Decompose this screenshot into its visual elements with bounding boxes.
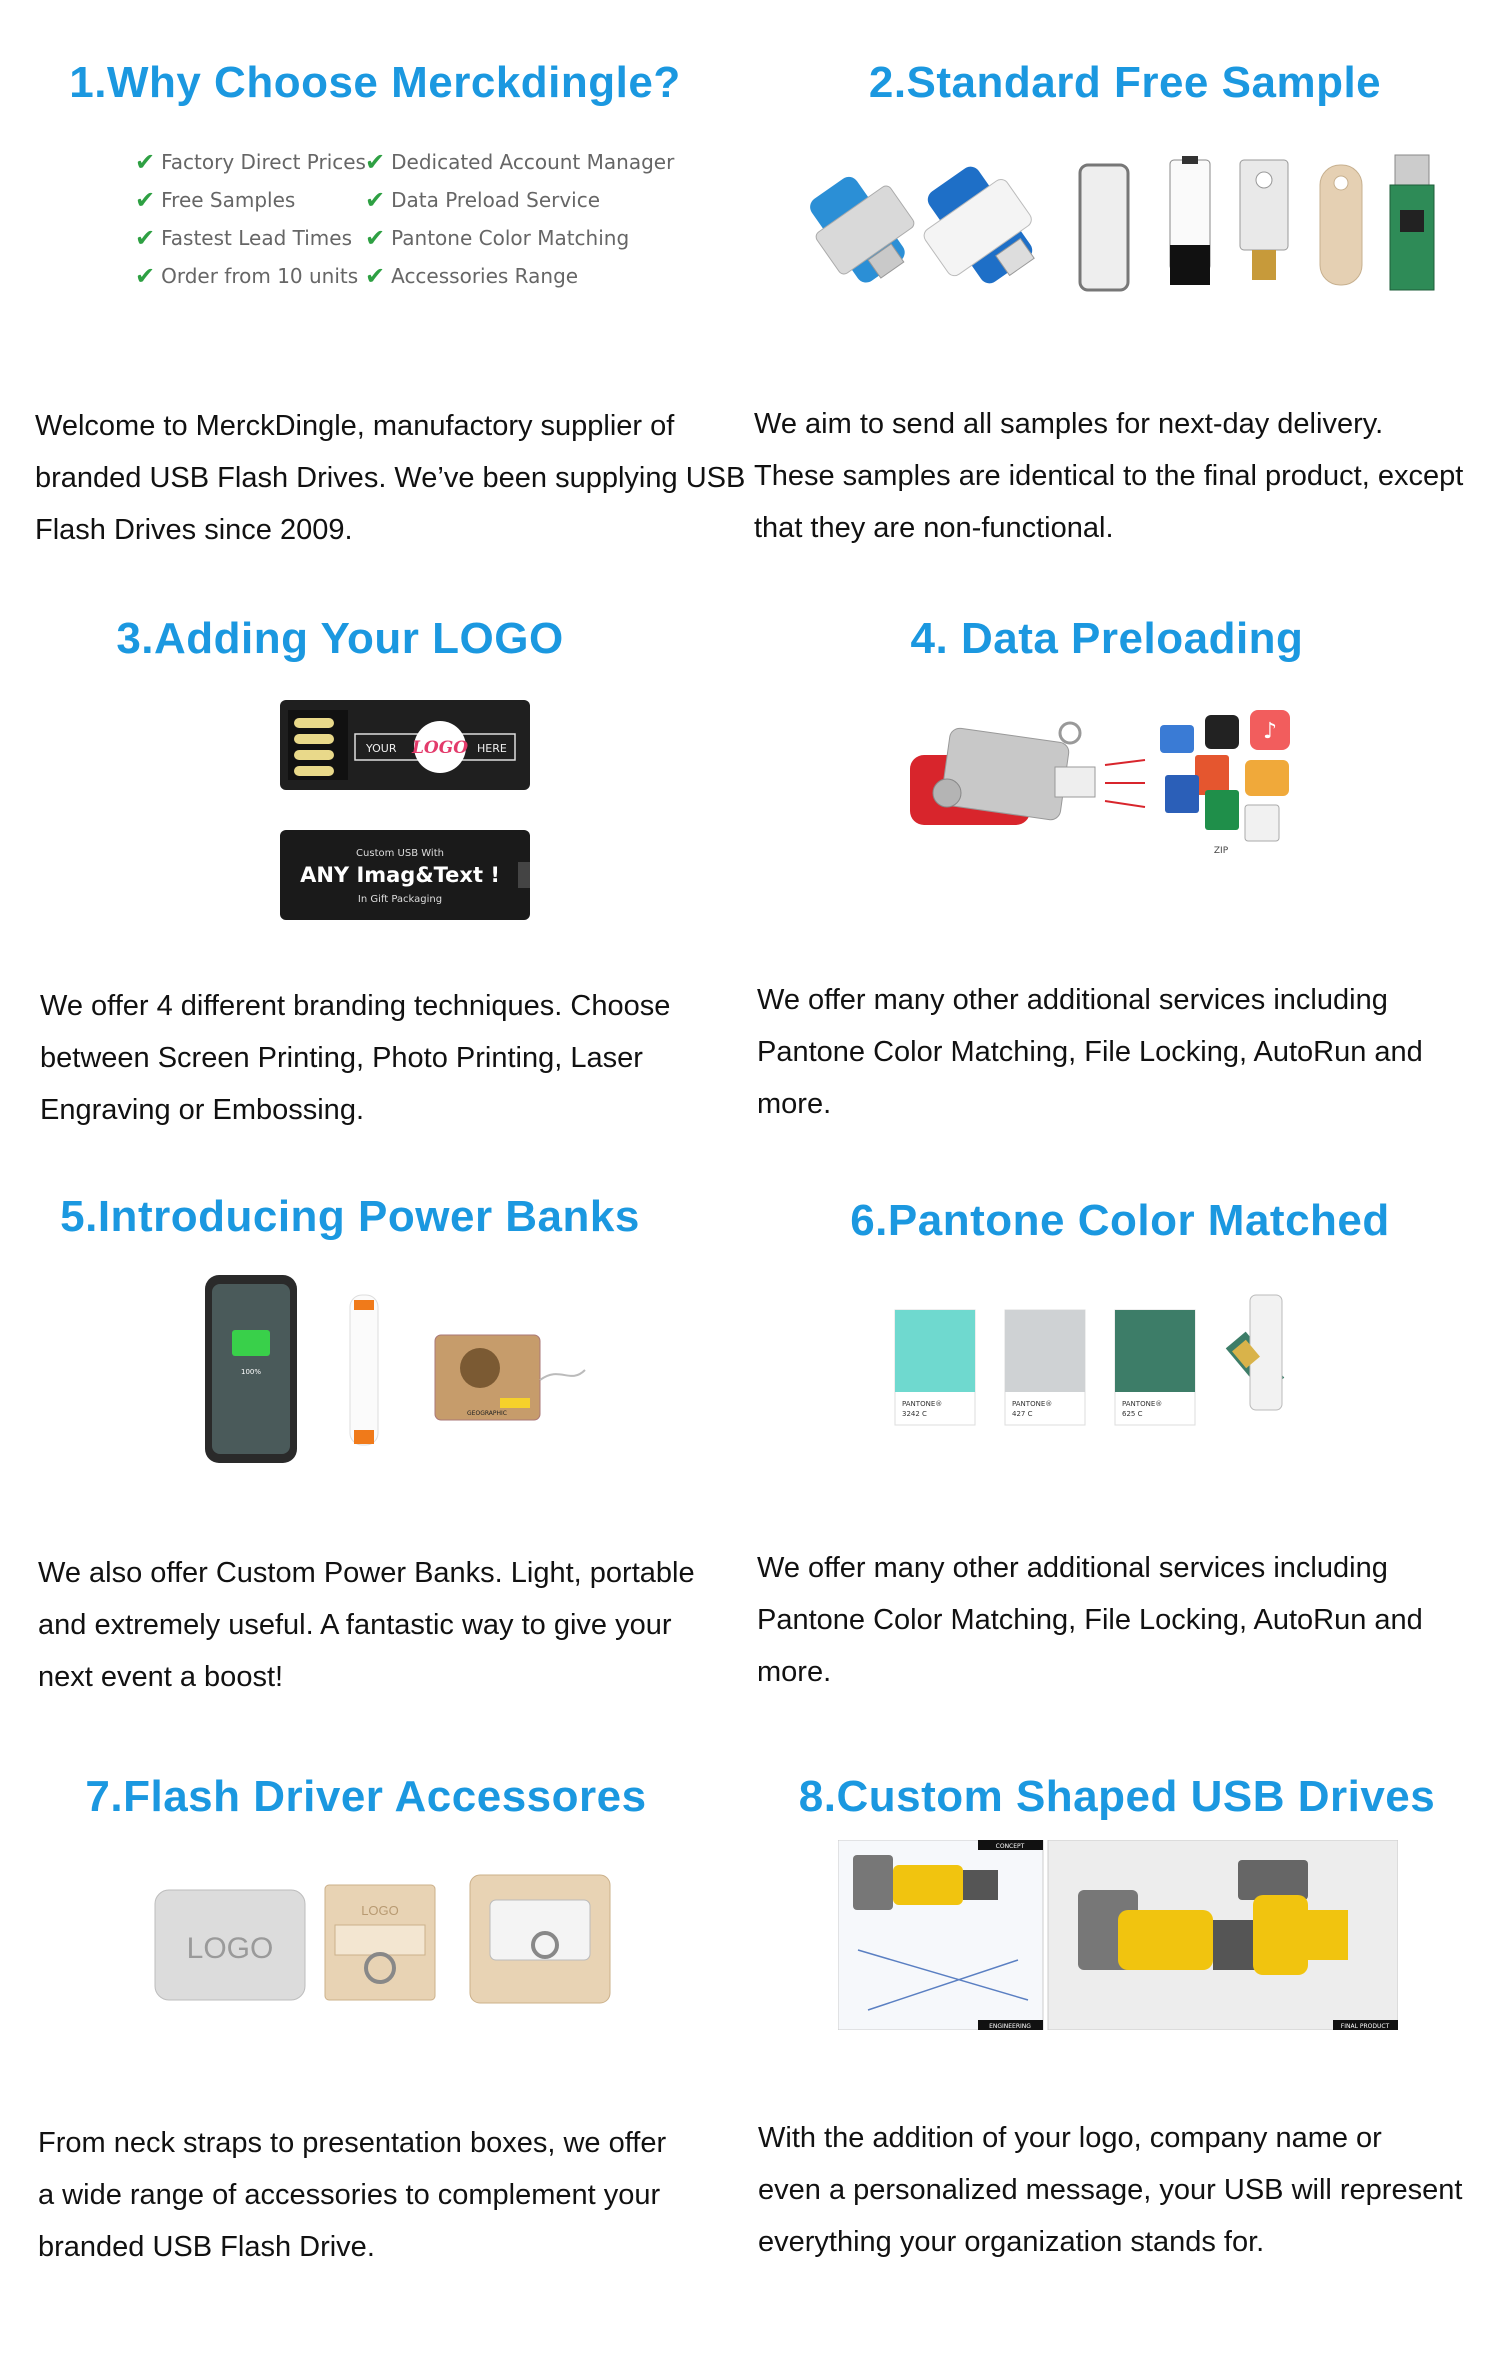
feature-item <box>135 150 365 174</box>
phone <box>205 1275 297 1463</box>
feature-item <box>135 264 365 288</box>
section-description <box>757 974 1423 1130</box>
check-icon: ✔ <box>365 224 386 252</box>
pantone-matched-drive <box>1226 1295 1284 1410</box>
description-line: We also offer Custom Power Banks. Light, portable <box>38 1557 695 1589</box>
description-line: From neck straps to presentation boxes, we offer <box>38 2127 667 2159</box>
description-line: everything your organization stands for. <box>758 2226 1265 2258</box>
section-description <box>38 1547 695 1703</box>
swatch-name: PANTONE® <box>1012 1400 1053 1408</box>
description-line: Flash Drives since 2009. <box>35 514 353 546</box>
pantone-swatch <box>1005 1310 1085 1425</box>
pantone-swatch <box>1115 1310 1195 1425</box>
print-tag-main: ANY Imag&Text ! <box>300 863 500 887</box>
description-line: more. <box>757 1088 832 1120</box>
card-power-bank <box>435 1335 585 1420</box>
feature-item <box>135 188 365 212</box>
tin-box-label: LOGO <box>186 1932 274 1965</box>
image-text-drive <box>280 830 530 920</box>
description-line: even a personalized message, your USB will represent <box>758 2174 1463 2206</box>
section-1 <box>0 0 750 560</box>
clear-drive <box>1080 165 1128 290</box>
photo-label: CONCEPT <box>995 1843 1025 1850</box>
section-5 <box>0 1140 750 1720</box>
section-description <box>35 400 745 556</box>
check-icon: ✔ <box>135 224 156 252</box>
logo-drives-image <box>270 690 550 930</box>
section-description <box>40 980 670 1136</box>
feature-label: Dedicated Account Manager <box>391 150 675 174</box>
photo-label: FINAL PRODUCT <box>1340 2023 1390 2030</box>
description-line: We aim to send all samples for next-day delivery. <box>754 408 1384 440</box>
window-box <box>470 1875 610 2003</box>
description-line: These samples are identical to the final product, except <box>754 460 1464 492</box>
paper-box-label: LOGO <box>361 1903 399 1918</box>
phone-percent: 100% <box>240 1368 262 1376</box>
feature-label: Data Preload Service <box>391 188 601 212</box>
section-3 <box>0 560 750 1140</box>
section-title: 8.Custom Shaped USB Drives <box>798 1772 1436 1821</box>
pcb-drive <box>1390 155 1434 290</box>
description-line: We offer many other additional services including <box>757 1552 1388 1584</box>
section-description <box>38 2117 666 2273</box>
section-title: 4. Data Preloading <box>910 614 1304 663</box>
description-line: branded USB Flash Drive. <box>38 2231 375 2263</box>
tin-box <box>155 1890 305 2000</box>
print-tag-top: Custom USB With <box>356 848 444 859</box>
section-6 <box>750 1140 1500 1720</box>
description-line: and extremely useful. A fantastic way to give your <box>38 1609 672 1641</box>
feature-item <box>365 188 665 212</box>
description-line: next event a boost! <box>38 1661 284 1693</box>
section-description <box>758 2112 1462 2268</box>
description-line: Pantone Color Matching, File Locking, AutoRun and <box>757 1036 1423 1068</box>
swatch-code: 427 C <box>1012 1410 1033 1418</box>
swatch-name: PANTONE® <box>902 1400 943 1408</box>
product-panel <box>1048 1840 1398 2030</box>
section-4 <box>750 560 1500 1140</box>
paper-box-open <box>325 1885 435 2000</box>
section-8 <box>750 1720 1500 2360</box>
black-white-drive <box>1170 156 1210 285</box>
section-title: 3.Adding Your LOGO <box>116 614 564 663</box>
logo-tag-left: YOUR <box>366 742 397 755</box>
feature-label: Order from 10 units <box>161 264 359 288</box>
feature-label: Accessories Range <box>391 264 579 288</box>
custom-shape-image <box>838 1840 1398 2030</box>
description-line: between Screen Printing, Photo Printing, Laser <box>40 1042 643 1074</box>
feature-item <box>135 226 365 250</box>
swivel-drive-blue <box>810 173 916 286</box>
power-banks-image <box>200 1270 620 1470</box>
swatch-code: 625 C <box>1122 1410 1143 1418</box>
check-icon: ✔ <box>365 186 386 214</box>
zip-label: ZIP <box>1213 846 1229 856</box>
check-icon: ✔ <box>135 148 156 176</box>
logo-drive-top <box>280 700 530 790</box>
feature-list <box>135 150 675 288</box>
file-type-icons <box>1160 710 1290 856</box>
swatch-name: PANTONE® <box>1122 1400 1163 1408</box>
description-line: Pantone Color Matching, File Locking, AutoRun and <box>757 1604 1423 1636</box>
section-title: 1.Why Choose Merckdingle? <box>69 58 681 107</box>
feature-label: Factory Direct Prices <box>161 150 366 174</box>
description-line: Engraving or Embossing. <box>40 1094 364 1126</box>
section-title: 7.Flash Driver Accessores <box>85 1772 647 1821</box>
feature-label: Pantone Color Matching <box>391 226 630 250</box>
section-description <box>754 398 1463 554</box>
check-icon: ✔ <box>135 262 156 290</box>
card-label: GEOGRAPHIC <box>467 1410 507 1417</box>
description-line: branded USB Flash Drives. We’ve been supplying USB <box>35 462 746 494</box>
concept-panel <box>838 1840 1043 2030</box>
section-title: 6.Pantone Color Matched <box>850 1196 1390 1245</box>
section-title: 2.Standard Free Sample <box>868 58 1382 107</box>
description-line: a wide range of accessories to complement your <box>38 2179 661 2211</box>
section-7 <box>0 1720 750 2360</box>
description-line: We offer 4 different branding techniques. Choose <box>40 990 671 1022</box>
feature-item <box>365 264 665 288</box>
section-title: 5.Introducing Power Banks <box>60 1192 640 1241</box>
sample-drives-image <box>810 150 1450 300</box>
logo-tag-middle: LOGO <box>411 738 469 758</box>
swivel-drive-white <box>921 163 1036 288</box>
transfer-arrows <box>1105 760 1145 807</box>
feature-item <box>365 226 665 250</box>
key-drive <box>1240 160 1288 280</box>
data-preload-image <box>905 705 1305 865</box>
feature-label: Fastest Lead Times <box>161 226 352 250</box>
lipstick-power-bank <box>350 1295 378 1445</box>
description-line: that they are non-functional. <box>754 512 1114 544</box>
check-icon: ✔ <box>365 148 386 176</box>
feature-label: Free Samples <box>161 188 296 212</box>
description-line: Welcome to MerckDingle, manufactory supplier of <box>35 410 675 442</box>
pantone-image <box>890 1290 1290 1440</box>
section-description <box>757 1542 1423 1698</box>
section-2 <box>750 0 1500 560</box>
accessories-image <box>150 1870 620 2010</box>
swatch-code: 3242 C <box>902 1410 927 1418</box>
check-icon: ✔ <box>365 262 386 290</box>
red-swivel-drive <box>910 723 1095 825</box>
pantone-swatch <box>895 1310 975 1425</box>
check-icon: ✔ <box>135 186 156 214</box>
logo-tag-right: HERE <box>477 742 507 755</box>
svg-text:♪: ♪ <box>1262 719 1278 744</box>
print-tag-bottom: In Gift Packaging <box>357 894 443 905</box>
feature-item <box>365 148 675 176</box>
description-line: We offer many other additional services including <box>757 984 1388 1016</box>
photo-label: ENGINEERING <box>989 2023 1031 2030</box>
description-line: more. <box>757 1656 832 1688</box>
description-line: With the addition of your logo, company name or <box>758 2122 1382 2154</box>
wood-drive <box>1320 165 1362 285</box>
